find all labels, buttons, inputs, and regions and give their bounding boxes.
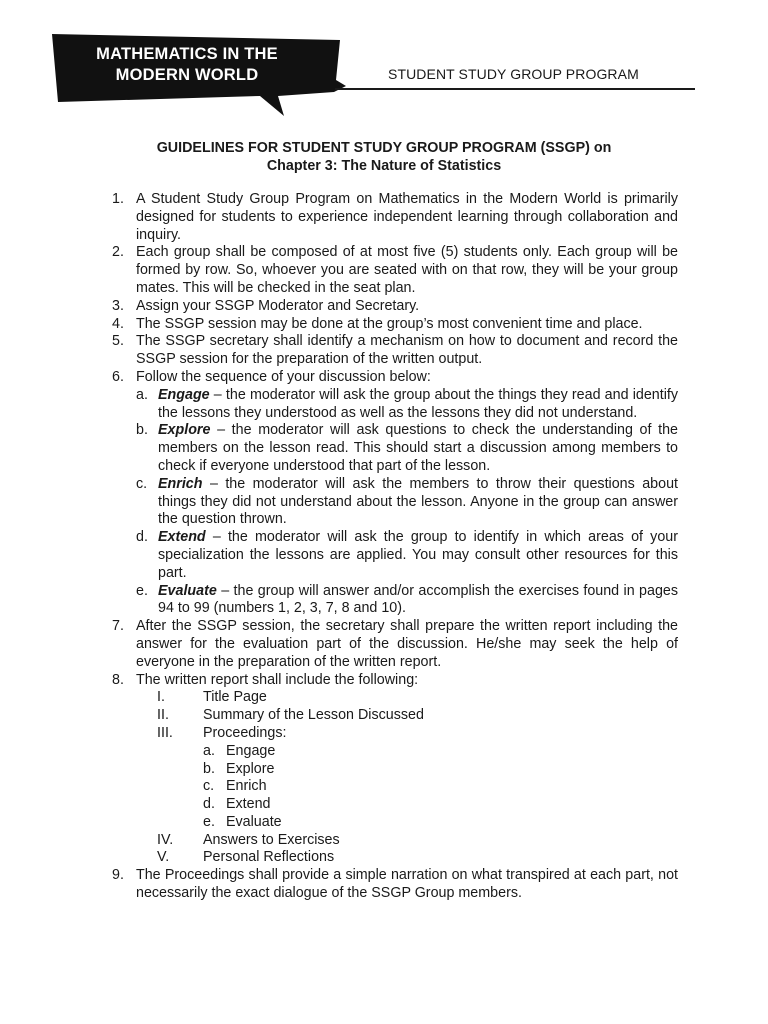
item-number: 6. — [112, 368, 124, 385]
sequence-item — [112, 422, 678, 475]
sequence-letter: d. — [136, 529, 148, 546]
header-divider — [335, 88, 695, 90]
list-item — [112, 618, 678, 671]
list-item — [112, 672, 678, 690]
proceedings-text: Engage — [226, 742, 276, 759]
sequence-term: Engage — [158, 386, 210, 403]
proceedings-text: Extend — [226, 796, 271, 813]
document-title-line2: Chapter 3: The Nature of Statistics — [266, 157, 502, 174]
program-label: STUDENT STUDY GROUP PROGRAM — [388, 66, 639, 82]
item-text: Assign your SSGP Moderator and Secretary. — [136, 297, 420, 314]
sequence-item — [112, 387, 678, 423]
proceedings-item — [112, 778, 678, 796]
course-title-line2: MODERN WORLD — [115, 66, 259, 84]
list-item — [112, 298, 678, 316]
item-text: Each group shall be composed of at most five (5) students only. Each group will be formed by row. So, whoever you are seated with on that row, they will be your group mates. This will be checked in the seat plan. — [136, 244, 678, 296]
course-title — [62, 44, 312, 86]
report-part — [112, 689, 678, 707]
item-number: 2. — [112, 244, 124, 261]
item-text: The Proceedings shall provide a simple narration on what transpired at each part, not necessarily the exact dialogue of the SSGP Group members. — [136, 867, 678, 902]
item-number: 3. — [112, 297, 124, 314]
item-number: 5. — [112, 333, 124, 350]
item-text: The SSGP session may be done at the group’s most convenient time and place. — [136, 315, 643, 332]
sequence-term: Explore — [158, 422, 211, 439]
list-item — [112, 369, 678, 387]
list-item — [112, 316, 678, 334]
report-part-number: II. — [157, 707, 169, 724]
report-part — [112, 832, 678, 850]
item-number: 8. — [112, 671, 124, 688]
report-part — [112, 849, 678, 867]
sequence-letter: e. — [136, 582, 148, 599]
proceedings-letter: d. — [203, 796, 215, 813]
list-item — [112, 244, 678, 297]
report-part-text: Answers to Exercises — [203, 831, 340, 848]
item-number: 7. — [112, 618, 124, 635]
sequence-letter: a. — [136, 386, 148, 403]
item-text: The SSGP secretary shall identify a mechanism on how to document and record the SSGP session for the preparation of the written output. — [136, 333, 678, 368]
proceedings-text: Enrich — [226, 778, 267, 795]
sequence-item — [112, 529, 678, 582]
item-number: 4. — [112, 315, 124, 332]
report-part-number: IV. — [157, 831, 174, 848]
list-item — [112, 867, 678, 903]
proceedings-item — [112, 796, 678, 814]
item-text: The written report shall include the following: — [136, 671, 419, 688]
report-part-number: III. — [157, 724, 173, 741]
report-part-number: I. — [157, 689, 165, 706]
proceedings-item — [112, 761, 678, 779]
list-item — [112, 191, 678, 244]
sequence-text: – the moderator will ask the members to throw their questions about things they did not understand about the lesson. Anyone in the group can answer the question thrown. — [158, 475, 678, 528]
sequence-term: Extend — [158, 529, 206, 546]
sequence-text: – the moderator will ask the group to identify in which areas of your specialization the lessons are applied. You may consult other resources for this part. — [158, 529, 678, 581]
proceedings-item — [112, 743, 678, 761]
course-banner — [50, 30, 350, 122]
report-part-text: Personal Reflections — [203, 849, 335, 866]
sequence-item — [112, 583, 678, 619]
proceedings-text: Evaluate — [226, 813, 282, 830]
document-title-line1: GUIDELINES FOR STUDENT STUDY GROUP PROGRAM (SSGP) on — [156, 140, 612, 156]
proceedings-letter: b. — [203, 760, 215, 777]
sequence-term: Enrich — [158, 475, 203, 492]
sequence-term: Evaluate — [158, 582, 217, 599]
report-part-number: V. — [157, 849, 170, 866]
proceedings-text: Explore — [226, 760, 275, 777]
report-part-text: Summary of the Lesson Discussed — [203, 707, 424, 724]
report-part-text: Proceedings: — [203, 724, 287, 741]
sequence-item — [112, 476, 678, 529]
document-title — [0, 140, 768, 175]
sequence-text: – the moderator will ask questions to check the understanding of the members on the lesson read. This should start a discussion among members to check if everyone understood that part of the lesson. — [158, 422, 678, 474]
item-text: A Student Study Group Program on Mathematics in the Modern World is primarily designed for students to experience independent learning through collaboration and inquiry. — [136, 191, 678, 243]
item-number: 9. — [112, 867, 124, 884]
sequence-text: – the moderator will ask the group about the things they read and identify the lessons they understood as well as the lessons they did not understand. — [158, 386, 678, 421]
report-part — [112, 707, 678, 725]
proceedings-letter: e. — [203, 813, 215, 830]
proceedings-letter: a. — [203, 742, 215, 759]
course-title-line1: MATHEMATICS IN THE — [96, 45, 278, 63]
item-number: 1. — [112, 191, 124, 207]
proceedings-item — [112, 814, 678, 832]
report-part — [112, 725, 678, 743]
item-text: Follow the sequence of your discussion below: — [136, 368, 431, 385]
proceedings-letter: c. — [203, 778, 215, 795]
item-text: After the SSGP session, the secretary shall prepare the written report including the answer for the evaluation part of the discussion. He/she may seek the help of everyone in the preparation of the written report. — [136, 618, 678, 670]
report-part-text: Title Page — [203, 689, 267, 706]
guidelines-list — [112, 191, 678, 903]
sequence-text: – the group will answer and/or accomplish the exercises found in pages 94 to 99 (numbers 1, 2, 3, 7, 8 and 10). — [158, 582, 678, 617]
sequence-letter: c. — [136, 475, 148, 492]
list-item — [112, 333, 678, 369]
sequence-letter: b. — [136, 422, 148, 439]
